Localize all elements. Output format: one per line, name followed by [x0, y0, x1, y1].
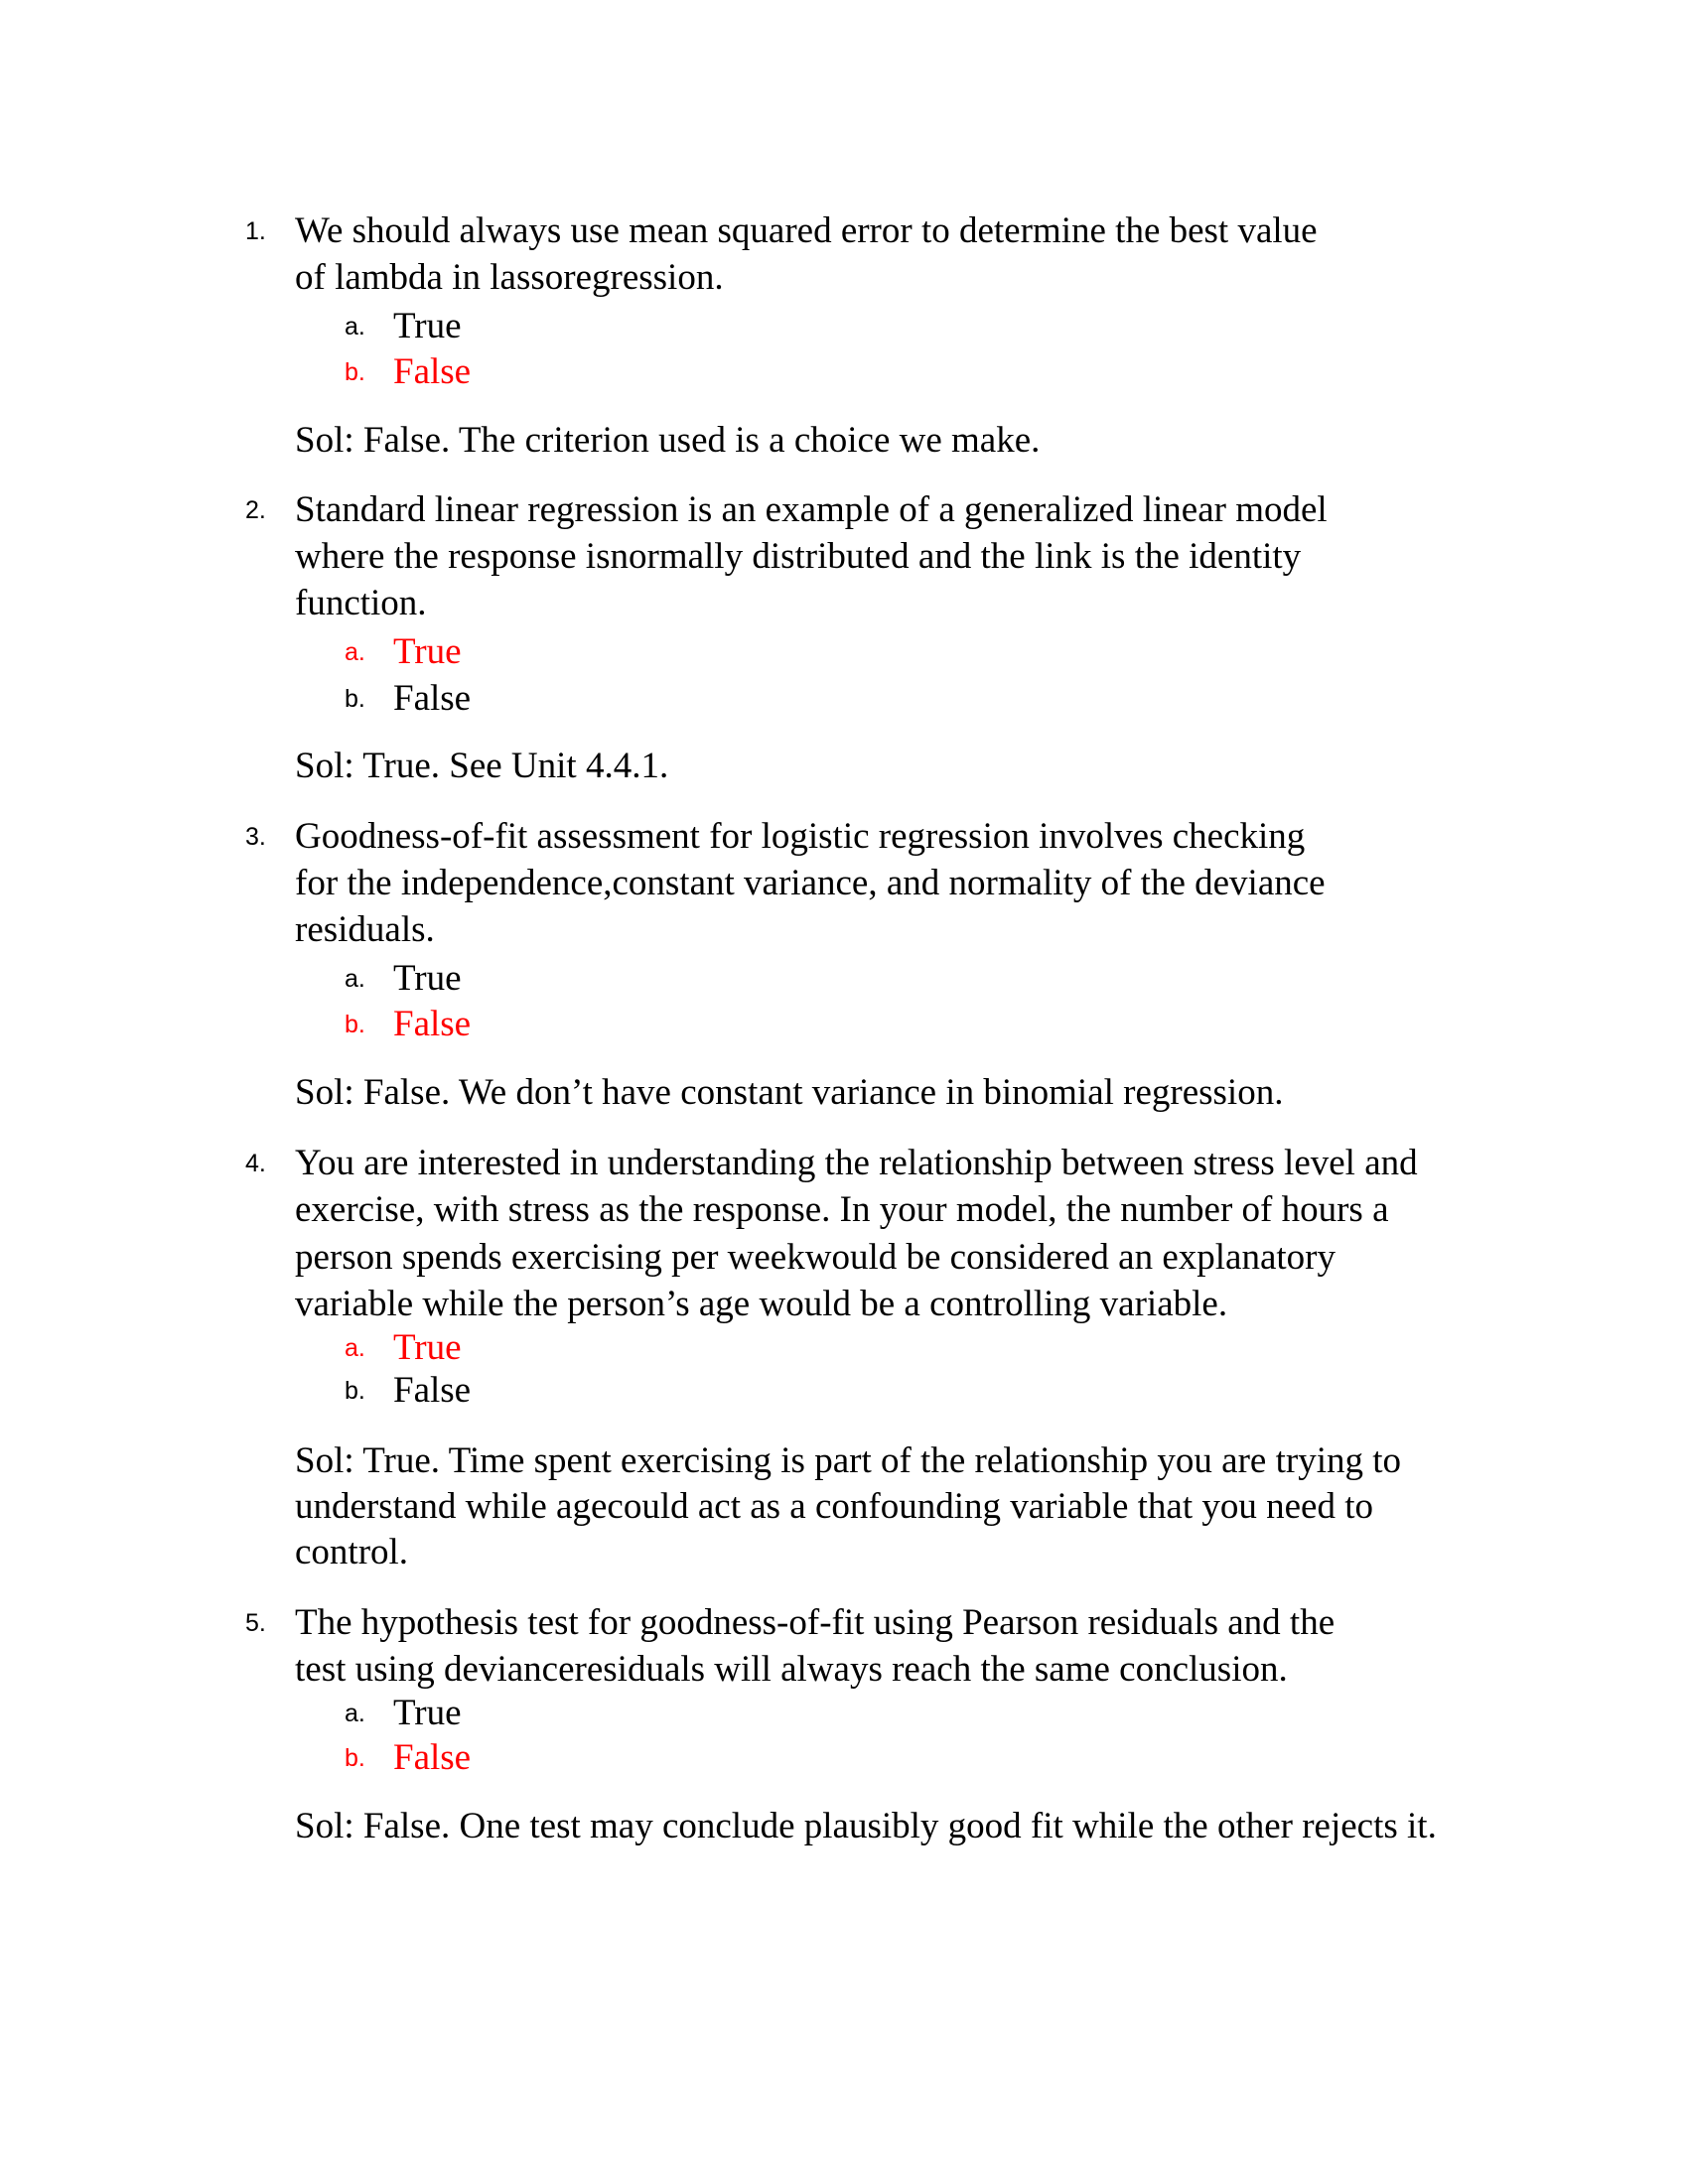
question-text-line: We should always use mean squared error to determine the best value	[295, 210, 1318, 251]
question-text-line: exercise, with stress as the response. In your model, the number of hours a	[295, 1189, 1389, 1230]
option-b-letter-correct: b.	[345, 1011, 365, 1038]
option-b-text-correct: False	[393, 351, 472, 392]
solution-line: Sol: False. The criterion used is a choice we make.	[295, 420, 1041, 461]
question-number: 1.	[245, 217, 266, 245]
option-a-letter: a.	[345, 1700, 365, 1727]
question-text-line: where the response isnormally distributed and the link is the identity	[295, 536, 1302, 577]
option-a-text-correct: True	[393, 631, 462, 672]
question-number: 5.	[245, 1609, 266, 1637]
solution-line: Sol: False. One test may conclude plausibly good fit while the other rejects it.	[295, 1806, 1437, 1846]
option-a-letter-correct: a.	[345, 1334, 365, 1362]
solution-line: understand while agecould act as a confounding variable that you need to	[295, 1486, 1373, 1527]
question-number: 2.	[245, 496, 266, 524]
question-text-line: residuals.	[295, 909, 435, 950]
question-text-line: person spends exercising per weekwould be considered an explanatory	[295, 1237, 1336, 1278]
option-b-letter: b.	[345, 685, 365, 713]
option-b-text: False	[393, 678, 472, 719]
option-a-text-correct: True	[393, 1327, 462, 1368]
question-text-line: for the independence,constant variance, and normality of the deviance	[295, 863, 1326, 903]
option-b-text-correct: False	[393, 1004, 472, 1044]
question-number: 4.	[245, 1150, 266, 1177]
question-text-line: test using devianceresiduals will always reach the same conclusion.	[295, 1649, 1288, 1690]
question-text-line: Goodness-of-fit assessment for logistic regression involves checking	[295, 816, 1306, 857]
question-text-line: Standard linear regression is an example of a generalized linear model	[295, 489, 1328, 530]
option-a-letter-correct: a.	[345, 638, 365, 666]
question-text-line: function.	[295, 583, 427, 623]
option-b-letter: b.	[345, 1377, 365, 1405]
option-b-letter-correct: b.	[345, 358, 365, 386]
question-text-line: of lambda in lassoregression.	[295, 257, 724, 298]
option-a-text: True	[393, 1693, 462, 1733]
question-number: 3.	[245, 823, 266, 851]
option-b-text: False	[393, 1370, 472, 1411]
option-b-letter-correct: b.	[345, 1744, 365, 1772]
solution-line: Sol: True. Time spent exercising is part of the relationship you are trying to	[295, 1440, 1402, 1481]
solution-line: control.	[295, 1532, 409, 1572]
question-text-line: variable while the person’s age would be a controlling variable.	[295, 1284, 1228, 1324]
question-text-line: You are interested in understanding the relationship between stress level and	[295, 1143, 1418, 1183]
option-a-text: True	[393, 306, 462, 346]
solution-line: Sol: True. See Unit 4.4.1.	[295, 746, 669, 786]
option-a-text: True	[393, 958, 462, 999]
option-a-letter: a.	[345, 965, 365, 993]
question-text-line: The hypothesis test for goodness-of-fit using Pearson residuals and the	[295, 1602, 1336, 1643]
option-b-text-correct: False	[393, 1737, 472, 1778]
solution-line: Sol: False. We don’t have constant variance in binomial regression.	[295, 1072, 1284, 1113]
option-a-letter: a.	[345, 313, 365, 341]
